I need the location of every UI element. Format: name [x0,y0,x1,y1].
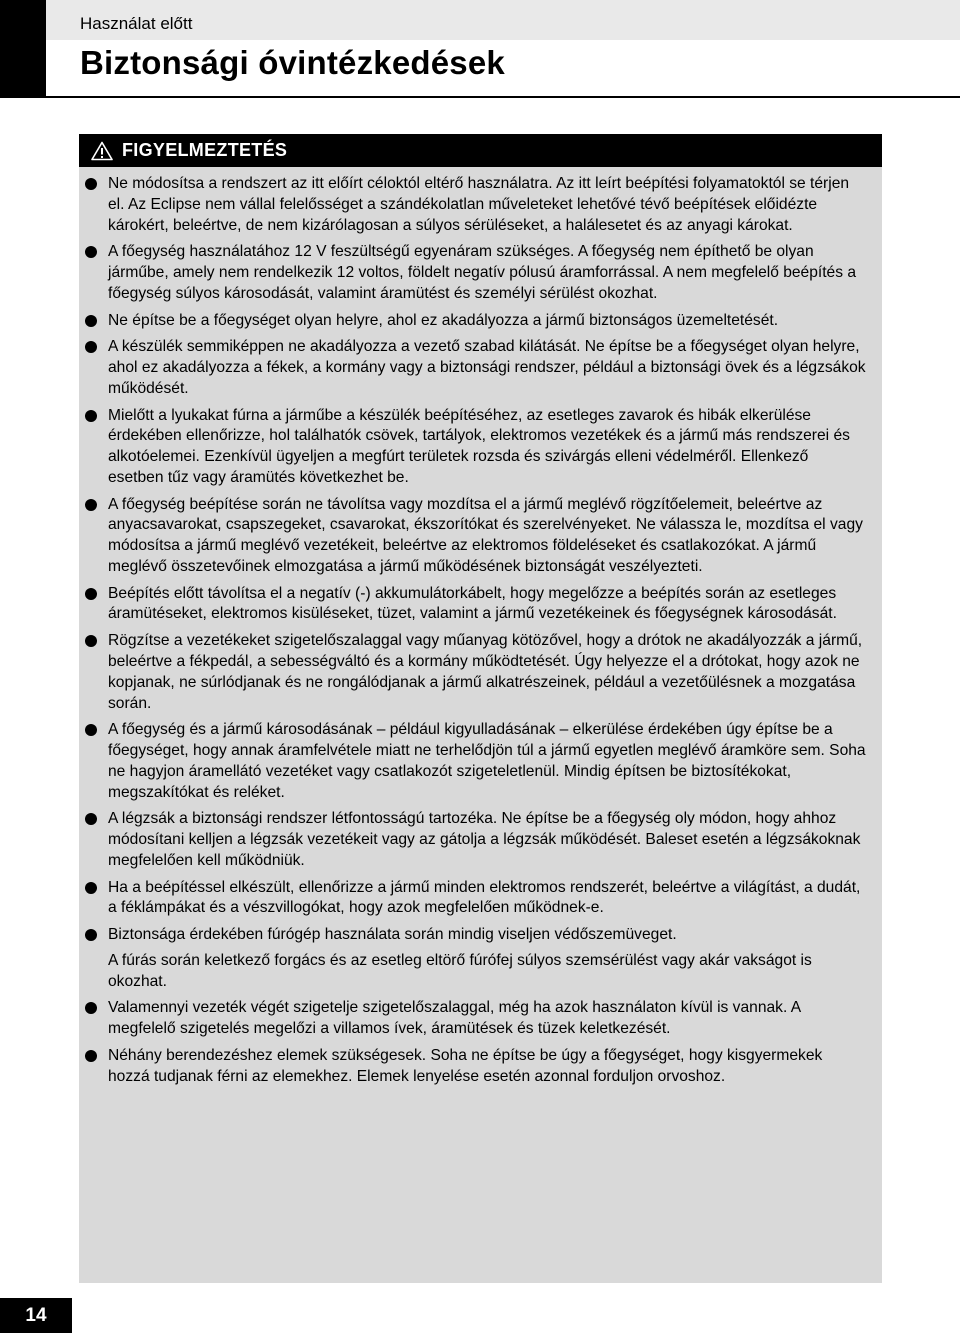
warning-item-text: Valamennyi vezeték végét szigetelje szigetelőszalaggal, még ha azok használaton kívül is vannak. A megfelelő szigetelés megelőzi a villamos ívek, áramütések és tüzek keletkezését. [108,999,801,1038]
bullet-icon [85,588,97,600]
bullet-icon [85,724,97,736]
bullet-icon [85,882,97,894]
warning-item-text: A légzsák a biztonsági rendszer létfontosságú tartozéka. Ne építse be a főegység oly módon, hogy ahhoz módosítani kelljen a légzsák vezetékeit vagy az gátolja a légzsák működését. Baleset esetén a légzsákoknak megfelelően kell működniük. [108,810,861,869]
warning-item [108,878,868,920]
section-label: Használat előtt [80,14,193,33]
warning-item-text: Ne módosítsa a rendszert az itt előírt céloktól eltérő használatra. Az itt leírt beépítési folyamatoktól se térjen el. Az Eclipse nem vállal felelősséget a szándékolatlan műveleteket lehetővé tévő beépítések előidézte károkért, beleértve, de nem kizárólagosan a súlyos sérüléseket, a halálesetet és az anyagi károkat. [108,175,850,234]
bullet-icon [85,635,97,647]
warning-item-text: Ne építse be a főegységet olyan helyre, ahol ez akadályozza a jármű biztonságos üzemeltetését. [108,311,779,329]
warning-item [108,1046,868,1088]
warning-item-text: Rögzítse a vezetékeket szigetelőszalaggal vagy műanyag kötözővel, hogy a drótok ne akadályozzák a jármű, beleértve a fékpedál, a sebességváltó és a kormány működtetését. Úgy helyezze el a drótokat, hogy azok ne kopjanak, ne súrlódjanak és ne rongálódjanak a jármű alkatrészeinek, például a vezetőülésnek a mozgatása során. [108,632,863,712]
corner-block [0,0,46,98]
bullet-icon [85,929,97,941]
warning-item-note: A fúrás során keletkező forgács és az esetleg eltörő fúrófej súlyos szemsérülést vagy akár vakságot is okozhat. [108,951,812,990]
warning-item [108,406,868,489]
warning-item [108,631,868,714]
bullet-icon [85,499,97,511]
bullet-icon [85,315,97,327]
warning-triangle-icon [91,141,113,161]
warning-item-text: Mielőtt a lyukakat fúrna a járműbe a készülék beépítéséhez, az esetleges zavarok és hibák elkerülése érdekében ellenőrizze, hol találhatók csövek, tartályok, elektromos vezetékek és a jármű más rendszerei és alkotóelemei. Ezenkívül ügyeljen a megfúrt területek rozsda és szivárgás elleni védelméről. Ellenkező esetben tűz vagy áramütés következhet be. [108,406,850,486]
warning-item [108,998,868,1040]
bullet-icon [85,813,97,825]
warning-item [108,584,868,626]
warning-box [79,134,882,1283]
warning-item-text: Néhány berendezéshez elemek szükségesek. Soha ne építse be úgy a főegységet, hogy kisgyermekek hozzá tudjanak férni az elemekhez. Elemek lenyelése esetén azonnal forduljon orvoshoz. [108,1046,823,1085]
warning-title: FIGYELMEZTETÉS [122,140,288,160]
page-title: Biztonsági óvintézkedések [80,44,505,81]
warning-item-text: Beépítés előtt távolítsa el a negatív (-) akkumulátorkábelt, hogy megelőzze a beépítés során az esetleges áramütéseket, elektromos kisüléseket, tüzet, valamint a jármű vezetékeinek és főegységnek károsodását. [108,584,837,623]
warning-item [108,337,868,399]
page-number: 14 [0,1298,72,1333]
warning-item [108,925,868,992]
warning-item [108,495,868,578]
bullet-icon [85,246,97,258]
bullet-icon [85,410,97,422]
warning-item [108,242,868,304]
warning-item [108,809,868,871]
warning-item [108,311,868,332]
warning-item-text: Biztonsága érdekében fúrógép használata során mindig viseljen védőszemüveget. [108,926,677,944]
bullet-icon [85,178,97,190]
warning-item-text: A főegység használatához 12 V feszültségű egyenáram szükséges. A főegység nem építhető be olyan járműbe, amely nem rendelkezik 12 voltos, földelt negatív pólusú áramforrással. A nem megfelelő beépítés a főegység súlyos károsodását, valamint áramütést és személyi sérülést okozhat. [108,243,857,302]
warning-header [79,134,882,167]
bullet-icon [85,1050,97,1062]
bullet-icon [85,1002,97,1014]
warning-item-text: A készülék semmiképpen ne akadályozza a vezető szabad kilátását. Ne építse be a főegységet olyan helyre, ahol ez akadályozza a fékek, a kormány vagy a biztonsági rendszer, például a biztonsági övek és a légzsákok működését. [108,338,866,397]
warning-item-text: A főegység és a jármű károsodásának – például kigyulladásának – elkerülése érdekében úgy építse be a főegységet, hogy annak áramfelvétele miatt ne terhelődjön túl a jármű egyetlen meglévő áramköre sem. Soha ne hagyjon áramellátó vezetéket vagy csatlakozót szigeteletlenül. Mindig építsen be biztosítékokat, megszakítókat és reléket. [108,721,866,801]
warning-item [108,720,868,803]
title-divider [46,96,960,98]
warning-item-text: Ha a beépítéssel elkészült, ellenőrizze a jármű minden elektromos rendszerét, beleértve a világítást, a dudát, a féklámpákat és a vészvillogókat, hogy azok megfelelően működnek-e. [108,878,861,917]
warning-item-text: A főegység beépítése során ne távolítsa vagy mozdítsa el a jármű meglévő rögzítőelemeit, beleértve az anyacsavarokat, csapszegeket, csavarokat, ékszorítókat és szerelvényeket. Ne válassza le, mozdítsa el vagy módosítsa a jármű meglévő vezetékeit, beleértve az elektromos földeléseket és csatlakozókat. A jármű meglévő összetevőinek elmozgatása a jármű működésének biztonságát veszélyezteti. [108,495,863,575]
bullet-icon [85,341,97,353]
warning-list [79,167,882,1087]
warning-item [108,174,868,236]
